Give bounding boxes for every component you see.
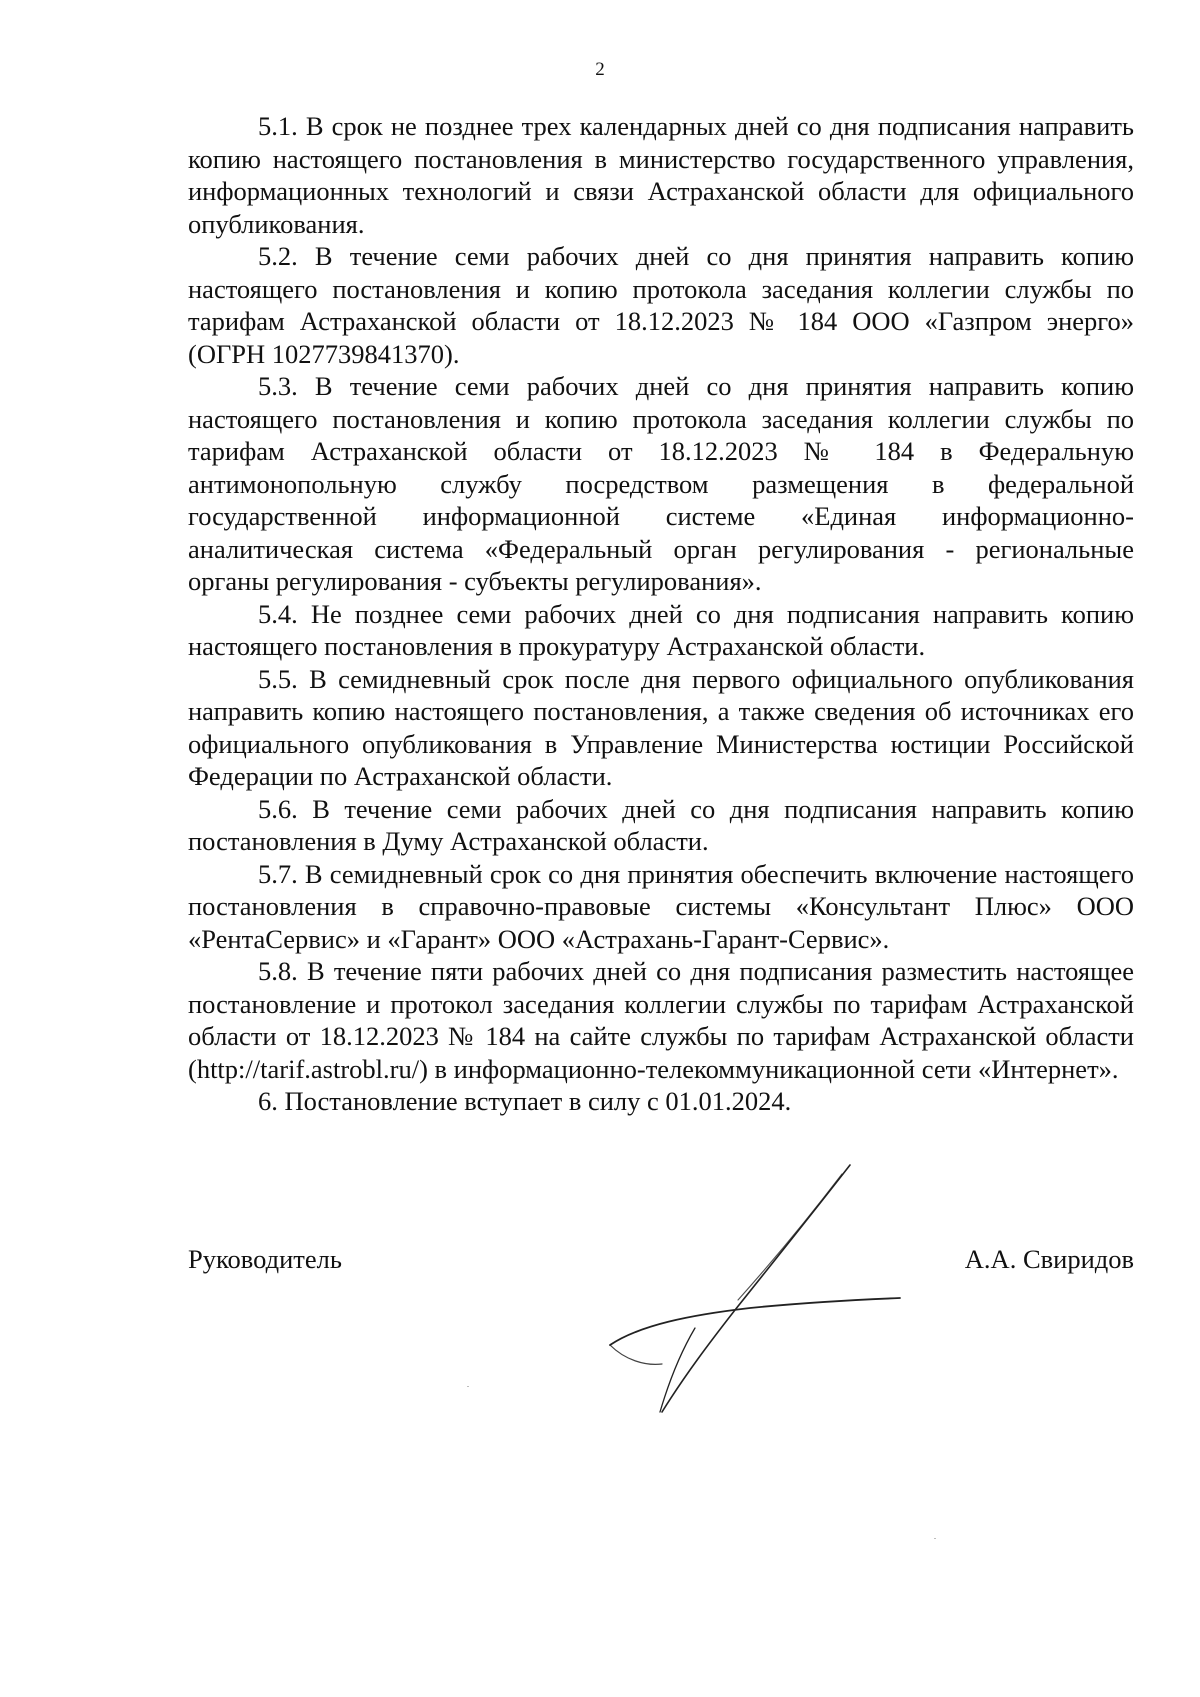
signatory-role: Руководитель	[188, 1244, 342, 1274]
page-number: 2	[595, 59, 605, 80]
clause-5-7: 5.7. В семидневный срок со дня принятия обеспечить включение настоящего постановления в справочно-правовые системы «Консультант Плюс» ООО «РентаСервис» и «Гарант» ООО «Астрахань-Гарант-Сервис».	[188, 858, 1134, 954]
scan-speck	[934, 1538, 936, 1539]
clause-5-2: 5.2. В течение семи рабочих дней со дня принятия направить копию настоящего постановления и копию протокола заседания коллегии службы по тарифам Астраханской области от 18.12.2023 № 184 ООО «Газпром энерго» (ОГРН 1027739841370).	[188, 241, 1134, 369]
document-body	[188, 110, 1134, 1118]
clause-5-6: 5.6. В течение семи рабочих дней со дня подписания направить копию постановления в Думу Астраханской области.	[188, 793, 1134, 856]
handwritten-signature	[600, 1150, 910, 1420]
clause-5-5: 5.5. В семидневный срок после дня первого официального опубликования направить копию настоящего постановления, а также сведения об источниках его официального опубликования в Управление Министерства юстиции Российской Федерации по Астраханской области.	[188, 663, 1134, 791]
clause-5-3: 5.3. В течение семи рабочих дней со дня принятия направить копию настоящего постановления и копию протокола заседания коллегии службы по тарифам Астраханской области от 18.12.2023 № 184 в Федеральную антимонопольную службу посредством размещения в федеральной государственной информационной системе «Единая информационно-аналитическая система «Федеральный орган регулирования - региональные органы регулирования - субъекты регулирования».	[188, 371, 1134, 596]
signatory-name: А.А. Свиридов	[964, 1244, 1134, 1274]
clause-5-8: 5.8. В течение пяти рабочих дней со дня подписания разместить настоящее постановление и протокол заседания коллегии службы по тарифам Астраханской области от 18.12.2023 № 184 на сайте службы по тарифам Астраханской области (http://tarif.astrobl.ru/) в информационно-телекоммуникационной сети «Интернет».	[188, 956, 1134, 1084]
clause-5-4: 5.4. Не позднее семи рабочих дней со дня подписания направить копию настоящего постановления в прокуратуру Астраханской области.	[188, 598, 1134, 661]
clause-6-effective-date: 6. Постановление вступает в силу с 01.01.2024.	[258, 1086, 792, 1116]
scan-speck	[467, 1386, 469, 1387]
clause-5-1: 5.1. В срок не позднее трех календарных дней со дня подписания направить копию настоящего постановления в министерство государственного управления, информационных технологий и связи Астраханской области для официального опубликования.	[188, 111, 1134, 239]
